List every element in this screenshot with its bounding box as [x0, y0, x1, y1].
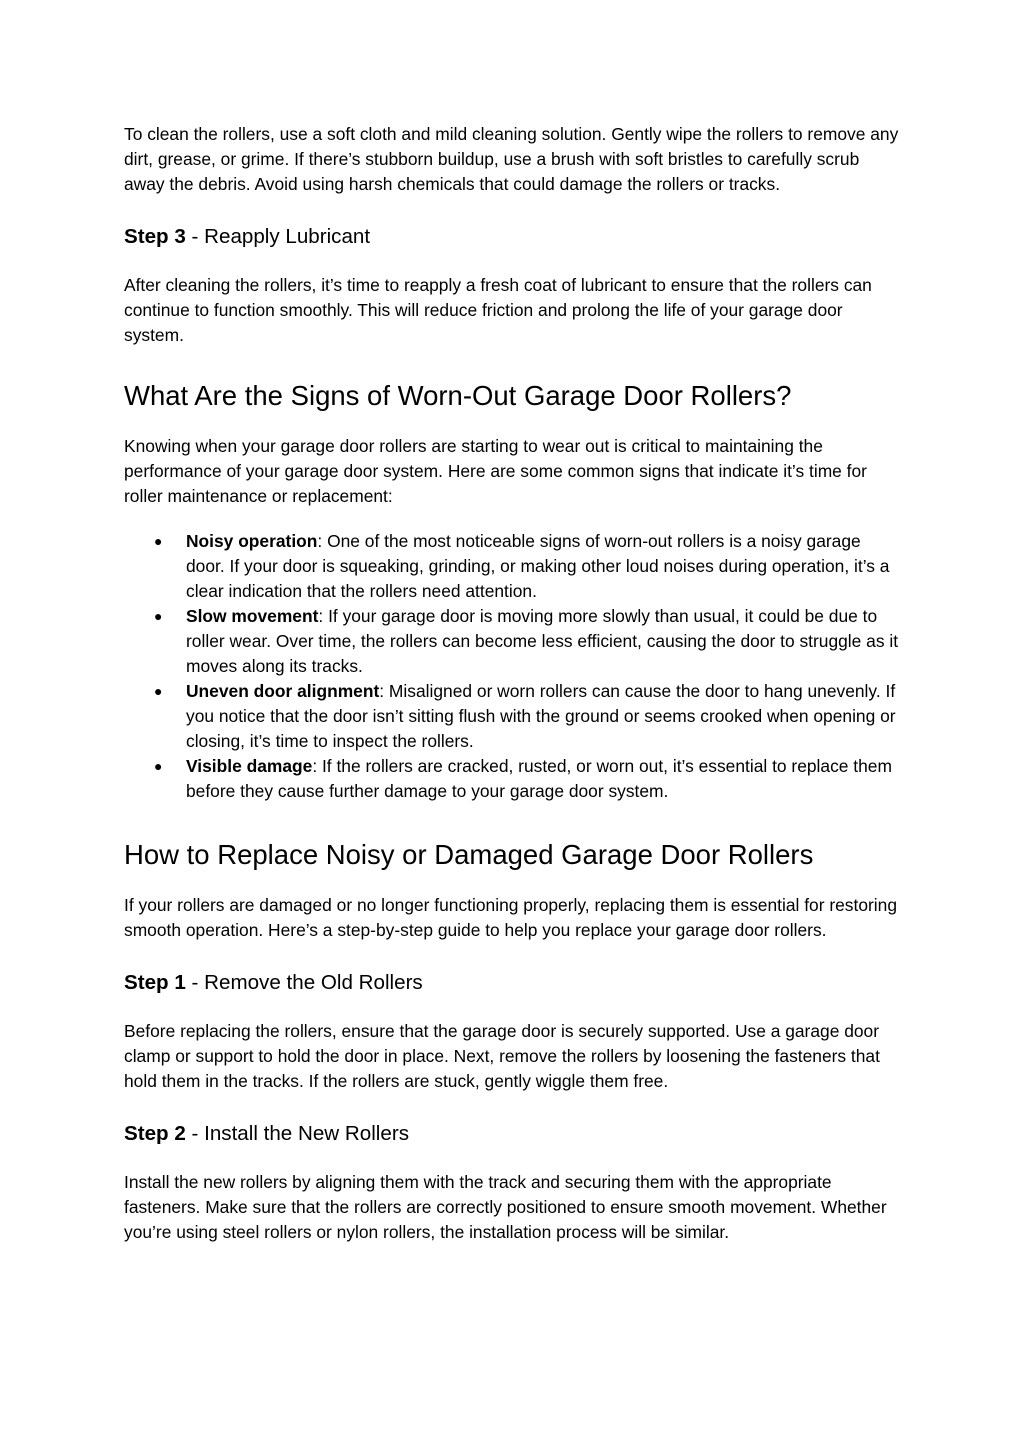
step-1-heading	[124, 969, 904, 997]
list-item	[154, 754, 904, 804]
step-1-paragraph: Before replacing the rollers, ensure that the garage door is securely supported. Use a garage door clamp or support to hold the door in place. Next, remove the rollers by loosening the fasteners that hold them in the tracks. If the rollers are stuck, gently wiggle them free.	[124, 1021, 880, 1091]
step-1-title: - Remove the Old Rollers	[185, 971, 423, 994]
signs-list	[124, 529, 904, 804]
bullet-icon: ●	[154, 533, 163, 549]
list-item	[154, 529, 904, 604]
step-2-title: - Install the New Rollers	[185, 1122, 409, 1145]
signs-intro-paragraph: Knowing when your garage door rollers are starting to wear out is critical to maintaining the performance of your garage door system. Here are some common signs that indicate it’s time for roller maintenance or replacement:	[124, 436, 867, 506]
bullet-icon: ●	[154, 683, 163, 699]
intro-paragraph: To clean the rollers, use a soft cloth and mild cleaning solution. Gently wipe the rollers to remove any dirt, grease, or grime. If there’s stubborn buildup, use a brush with soft bristles to carefully scrub away the debris. Avoid using harsh chemicals that could damage the rollers or tracks.	[124, 124, 899, 194]
step-3-paragraph: After cleaning the rollers, it’s time to reapply a fresh coat of lubricant to ensure that the rollers can continue to function smoothly. This will reduce friction and prolong the life of your garage door system.	[124, 275, 872, 345]
step-2-paragraph: Install the new rollers by aligning them with the track and securing them with the appropriate fasteners. Make sure that the rollers are correctly positioned to ensure smooth movement. Whether you’re using steel rollers or nylon rollers, the installation process will be similar.	[124, 1172, 887, 1242]
step-3-heading	[124, 223, 904, 251]
bullet-icon: ●	[154, 608, 163, 624]
replace-intro-paragraph: If your rollers are damaged or no longer functioning properly, replacing them is essential for restoring smooth operation. Here’s a step-by-step guide to help you replace your garage door rollers.	[124, 895, 897, 940]
list-item-text: : If your garage door is moving more slowly than usual, it could be due to roller wear. Over time, the rollers can become less efficient, causing the door to struggle as it moves along its tracks.	[186, 606, 899, 676]
list-item-text: : One of the most noticeable signs of worn-out rollers is a noisy garage door. If your door is squeaking, grinding, or making other loud noises during operation, it’s a clear indication that the rollers need attention.	[186, 531, 890, 601]
list-item-term: Noisy operation	[186, 531, 318, 551]
document-page	[124, 122, 904, 1245]
list-item-text: : If the rollers are cracked, rusted, or worn out, it’s essential to replace them before they cause further damage to your garage door system.	[186, 756, 892, 801]
list-item	[154, 679, 904, 754]
step-2-heading	[124, 1120, 904, 1148]
step-3-label: Step 3	[124, 225, 186, 248]
step-2-label: Step 2	[124, 1122, 186, 1145]
list-item-term: Uneven door alignment	[186, 681, 380, 701]
signs-section-heading: What Are the Signs of Worn-Out Garage Door Rollers?	[124, 380, 792, 411]
replace-section-heading: How to Replace Noisy or Damaged Garage Door Rollers	[124, 839, 814, 870]
bullet-icon: ●	[154, 758, 163, 774]
list-item	[154, 604, 904, 679]
list-item-text: : Misaligned or worn rollers can cause the door to hang unevenly. If you notice that the door isn’t sitting flush with the ground or seems crooked when opening or closing, it’s time to inspect the rollers.	[186, 681, 896, 751]
list-item-term: Slow movement	[186, 606, 319, 626]
list-item-term: Visible damage	[186, 756, 313, 776]
step-1-label: Step 1	[124, 971, 186, 994]
step-3-title: - Reapply Lubricant	[185, 225, 371, 248]
